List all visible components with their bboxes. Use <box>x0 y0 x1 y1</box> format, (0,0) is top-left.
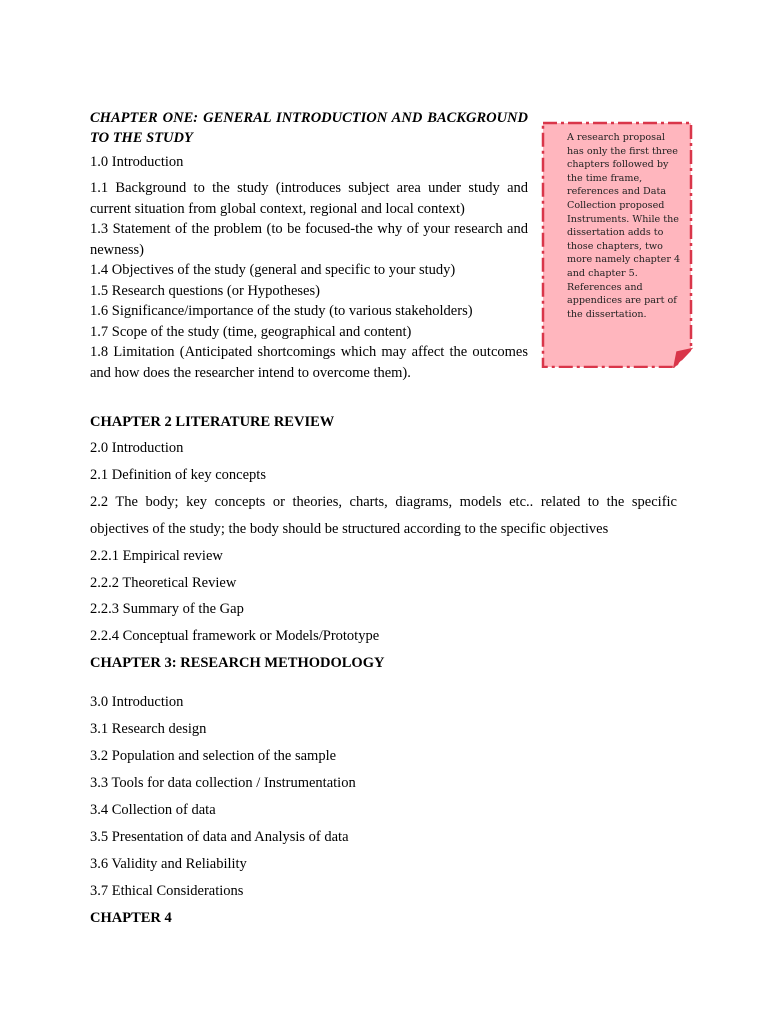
chapter-one-section <box>90 108 528 383</box>
chapter-three-item: 3.3 Tools for data collection / Instrumentation <box>90 774 356 791</box>
chapter-two-heading: CHAPTER 2 LITERATURE REVIEW <box>90 414 335 430</box>
chapter-four-heading: CHAPTER 4 <box>90 909 172 926</box>
chapters-two-to-four <box>90 409 677 931</box>
chapter-one-item: 1.5 Research questions (or Hypotheses) <box>90 282 320 299</box>
chapter-one-item: 1.4 Objectives of the study (general and specific to your study) <box>90 262 456 278</box>
chapter-three-item: 3.0 Introduction <box>90 694 184 711</box>
chapter-three-heading: CHAPTER 3: RESEARCH METHODOLOGY <box>90 655 385 672</box>
chapter-three-item: 3.4 Collection of data <box>90 801 216 818</box>
chapter-three-item: 3.1 Research design <box>90 721 207 738</box>
chapter-one-item: 1.3 Statement of the problem (to be focused-the why of your research and newness) <box>90 221 528 258</box>
chapter-two-item: 2.2 The body; key concepts or theories, charts, diagrams, models etc.. related to the specific objectives of the study; the body should be structured according to the specific objectives <box>90 493 677 537</box>
chapter-one-heading: CHAPTER ONE: GENERAL INTRODUCTION AND BACKGROUND TO THE STUDY <box>90 110 528 146</box>
chapter-one-item: 1.6 Significance/importance of the study (to various stakeholders) <box>90 303 473 319</box>
chapter-one-item: 1.0 Introduction <box>90 154 184 170</box>
chapter-two-item: 2.2.4 Conceptual framework or Models/Prototype <box>90 628 380 645</box>
chapter-three-item: 3.2 Population and selection of the sample <box>90 748 337 765</box>
chapter-two-item: 2.2.3 Summary of the Gap <box>90 601 244 618</box>
sticky-note-comment[interactable] <box>541 121 693 368</box>
chapter-two-item: 2.0 Introduction <box>90 440 184 456</box>
chapter-three-item: 3.6 Validity and Reliability <box>90 855 247 872</box>
chapter-one-item: 1.1 Background to the study (introduces subject area under study and current situation from global context, regional and local context) <box>90 180 528 217</box>
chapter-three-item: 3.7 Ethical Considerations <box>90 882 244 899</box>
sticky-note-text: A research proposal has only the first three chapters followed by the time frame, references and Data Collection proposed Instruments. While the dissertation adds to those chapters, two more namely chapter 4 and chapter 5. References and appendices are part of the dissertation. <box>567 132 681 320</box>
chapter-one-item: 1.8 Limitation (Anticipated shortcomings which may affect the outcomes and how does the researcher intend to overcome them). <box>90 344 528 381</box>
chapter-three-item: 3.5 Presentation of data and Analysis of data <box>90 828 349 845</box>
chapter-two-item: 2.1 Definition of key concepts <box>90 466 266 483</box>
chapter-two-item: 2.2.1 Empirical review <box>90 547 223 564</box>
spacer <box>90 676 677 689</box>
chapter-one-item: 1.7 Scope of the study (time, geographical and content) <box>90 323 412 340</box>
chapter-two-item: 2.2.2 Theoretical Review <box>90 574 237 591</box>
